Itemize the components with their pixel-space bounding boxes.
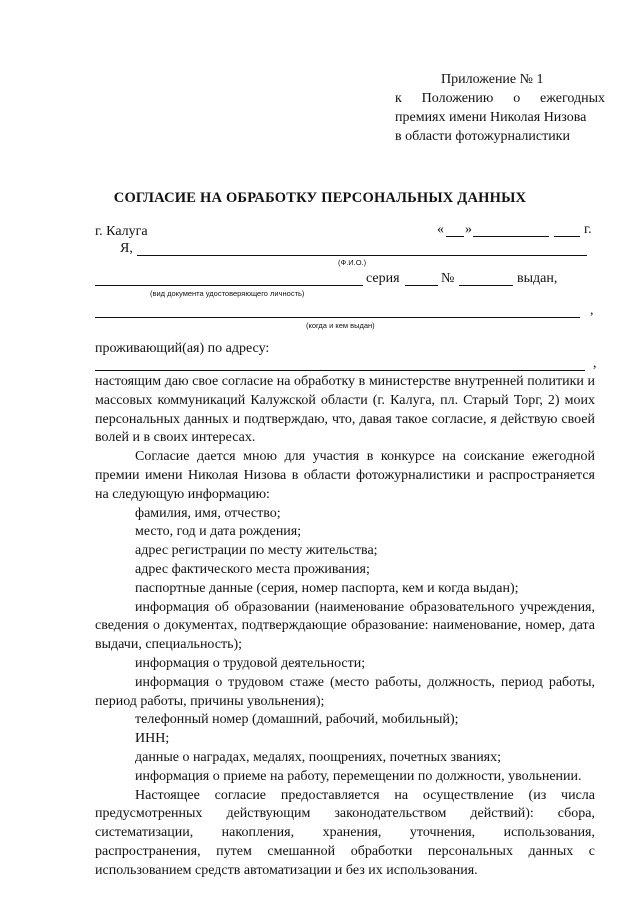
issued-label: выдан, — [517, 271, 558, 286]
date-month-field[interactable] — [473, 236, 549, 237]
comma-1: , — [590, 303, 594, 318]
list-item: телефонный номер (домашний, рабочий, мобильный); — [135, 712, 459, 728]
consent-body — [95, 373, 595, 881]
id-document-caption: (вид документа удостоверяющего личность) — [150, 289, 305, 298]
list-item: паспортные данные (серия, номер паспорта, кем и когда выдан); — [135, 580, 519, 596]
city-label: г. Калуга — [95, 224, 148, 239]
date-day-field[interactable] — [446, 236, 464, 237]
list-item: фамилия, имя, отчество; — [135, 505, 281, 521]
annex-line-3: премиях имени Николая Низова — [395, 110, 587, 125]
list-item: информация о трудовой деятельности; — [135, 655, 366, 671]
series-label: серия — [366, 271, 400, 286]
document-title: СОГЛАСИЕ НА ОБРАБОТКУ ПЕРСОНАЛЬНЫХ ДАННЫХ — [113, 190, 527, 206]
paragraph-work-experience: информация о трудовом стаже (место работы, должность, период работы, период работы, причины увольнения); — [95, 674, 595, 709]
annex-line-2: к Положению о ежегодных — [395, 91, 605, 106]
number-label: № — [441, 271, 455, 286]
paragraph-scope: Согласие дается мною для участия в конкурсе на соискание ежегодной премии имени Николая Низова в области фотожурналистики и распространяется на следующую информацию: — [95, 449, 595, 502]
list-item: адрес регистрации по месту жительства; — [135, 543, 378, 559]
list-item: ИНН; — [135, 731, 170, 747]
comma-2: , — [593, 356, 597, 371]
annex-block — [395, 70, 605, 146]
residing-label: проживающий(ая) по адресу: — [95, 341, 270, 356]
list-item: данные о наградах, медалях, поощрениях, почетных званиях; — [135, 749, 502, 765]
list-item: место, год и дата рождения; — [135, 524, 302, 540]
annex-line-1: Приложение № 1 — [441, 72, 544, 87]
id-document-field[interactable] — [95, 285, 363, 286]
paragraph-processing-actions: Настоящее согласие предоставляется на осуществление (из числа предусмотренных действующим законодательством действий): сбора, систематизации, накопления, хранения, уточнения, использования, распространения, путем смешанной обработки персональных данных с использованием средств автоматизации и без их использования. — [95, 787, 595, 878]
series-field[interactable] — [405, 285, 438, 286]
i-label: Я, — [120, 241, 133, 256]
fio-caption: (Ф.И.О.) — [338, 258, 367, 267]
number-field[interactable] — [459, 285, 513, 286]
year-suffix: г. — [584, 222, 592, 237]
issued-by-field[interactable] — [95, 317, 580, 318]
paragraph-consent: настоящим даю свое согласие на обработку в министерстве внутренней политики и массовых коммуникаций Калужской области (г. Калуга, пл. Старый Торг, 2) моих персональных данных и подтверждаю, что, давая такое согласие, я действую своей волей и в своих интересах. — [95, 374, 595, 446]
date-year-field[interactable] — [554, 236, 580, 237]
list-item: информация о приеме на работу, перемещении по должности, увольнении. — [135, 768, 582, 784]
address-field[interactable] — [95, 370, 585, 371]
issued-caption: (когда и кем выдан) — [306, 321, 375, 330]
date-close-quote: » — [465, 222, 472, 237]
annex-line-4: в области фотожурналистики — [395, 129, 570, 144]
date-open-quote: « — [437, 222, 444, 237]
paragraph-education: информация об образовании (наименование образовательного учреждения, сведения о документах, подтверждающие образование: наименование, номер, дата выдачи, специальность); — [95, 599, 595, 653]
fio-field[interactable] — [137, 255, 587, 256]
list-item: адрес фактического места проживания; — [135, 561, 370, 577]
